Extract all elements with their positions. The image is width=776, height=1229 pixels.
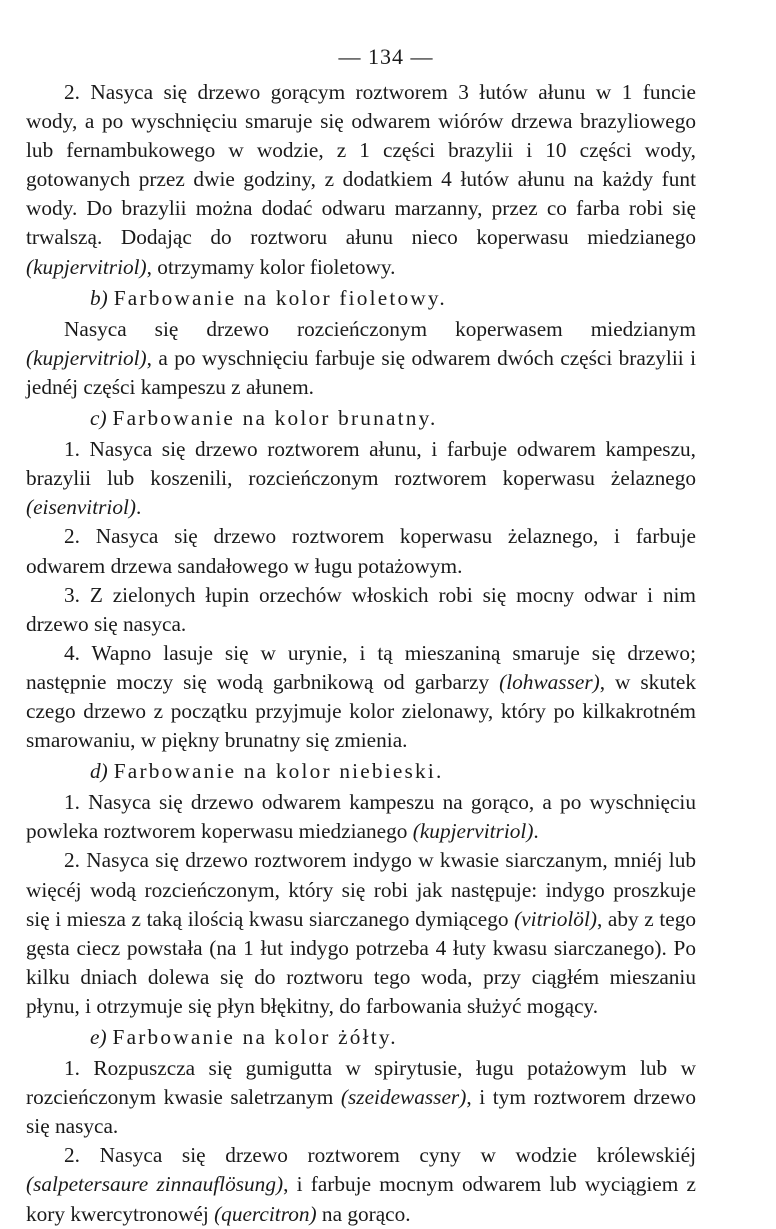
- paragraph-c3: 3. Z zielonych łupin orzechów włoskich robi się mocny odwar i nim drzewo się nasyca.: [26, 582, 696, 636]
- section-heading-b: b) Farbowanie na kolor fioletowy.: [90, 285, 447, 310]
- paragraph-c2: 2. Nasyca się drzewo roztworem koperwasu żelaznego, i farbuje odwarem drzewa sandałowego w ługu potażowym.: [26, 524, 696, 578]
- german-term: (eisenvitriol): [26, 495, 136, 520]
- paragraph-d2: 2. Nasyca się drzewo roztworem indygo w kwasie siarczanym, mniéj lub więcéj wodą rozcieńczonym, który się robi jak następuje: indygo proszkuje się i miesza z taką ilością kwasu siarczanego dymiącego (vitriolöl), aby z tego gęsta ciecz powstała (na 1 łut indygo potrzeba 4 łuty kwasu siarczanego). Po kilku dniach dolewa się do roztworu tego woda, przy ciągłém mieszaniu płynu, i otrzymuje się płyn błękitny, do farbowania służyć mogący.: [26, 848, 696, 1018]
- paragraph-c1: 1. Nasyca się drzewo roztworem ałunu, i farbuje odwarem kampeszu, brazylii lub koszenili, rozcieńczonym roztworem koperwasu żelaznego (eisenvitriol).: [26, 437, 696, 520]
- paragraph-violet-2: 2. Nasyca się drzewo gorącym roztworem 3 łutów ałunu w 1 funcie wody, a po wyschnięciu smaruje się odwarem wiórów drzewa brazyliowego lub fernambukowego w wodzie, z 1 części brazylii i 10 części wody, gotowanych przez dwie godziny, z dodatkiem 4 łutów ałunu na każdy funt wody. Do brazylii można dodać odwaru marzanny, przez co farba robi się trwalszą. Dodając do roztworu ałunu nieco koperwasu miedzianego (kupjervitriol), otrzymamy kolor fioletowy.: [26, 80, 696, 279]
- german-term: (quercitron): [214, 1201, 317, 1226]
- paragraph-c4: 4. Wapno lasuje się w urynie, i tą mieszaniną smaruje się drzewo; następnie moczy się wodą garbnikową od garbarzy (lohwasser), w skutek czego drzewo z początku przyjmuje kolor zielonawy, który po kilkakrotném smarowaniu, w piękny brunatny się zmienia.: [26, 640, 696, 753]
- section-heading-e: e) Farbowanie na kolor żółty.: [90, 1025, 398, 1049]
- paragraph-b: Nasyca się drzewo rozcieńczonym koperwasem miedzianym (kupjervitriol), a po wyschnięciu farbuje się odwarem dwóch części brazylii i jednéj części kampeszu z ałunem.: [26, 316, 696, 399]
- paragraph-d1: 1. Nasyca się drzewo odwarem kampeszu na gorąco, a po wyschnięciu powleka roztworem koperwasu miedzianego (kupjervitriol).: [26, 790, 696, 844]
- page-number: — 134 —: [338, 44, 434, 69]
- german-term: (kupjervitriol): [26, 345, 147, 370]
- paragraph-e2: 2. Nasyca się drzewo roztworem cyny w wodzie królewskiéj (salpetersaure zinnauflösung), i farbuje mocnym odwarem lub wyciągiem z kory kwercytronowéj (quercitron) na gorąco.: [26, 1143, 696, 1226]
- german-term: (lohwasser): [499, 669, 600, 694]
- german-term: (kupjervitriol): [26, 254, 147, 279]
- paragraph-e1: 1. Rozpuszcza się gumigutta w spirytusie, ługu potażowym lub w rozcieńczonym kwasie saletrzanym (szeidewasser), i tym roztworem drzewo się nasyca.: [26, 1056, 697, 1139]
- german-term: (salpetersaure zinnauflösung): [26, 1172, 284, 1197]
- german-term: (szeidewasser): [340, 1085, 467, 1110]
- german-term: (kupjervitriol): [412, 819, 534, 844]
- german-term: (vitriolöl): [514, 906, 597, 931]
- section-heading-d: d) Farbowanie na kolor niebieski.: [90, 759, 444, 784]
- section-heading-c: c) Farbowanie na kolor brunatny.: [90, 406, 438, 431]
